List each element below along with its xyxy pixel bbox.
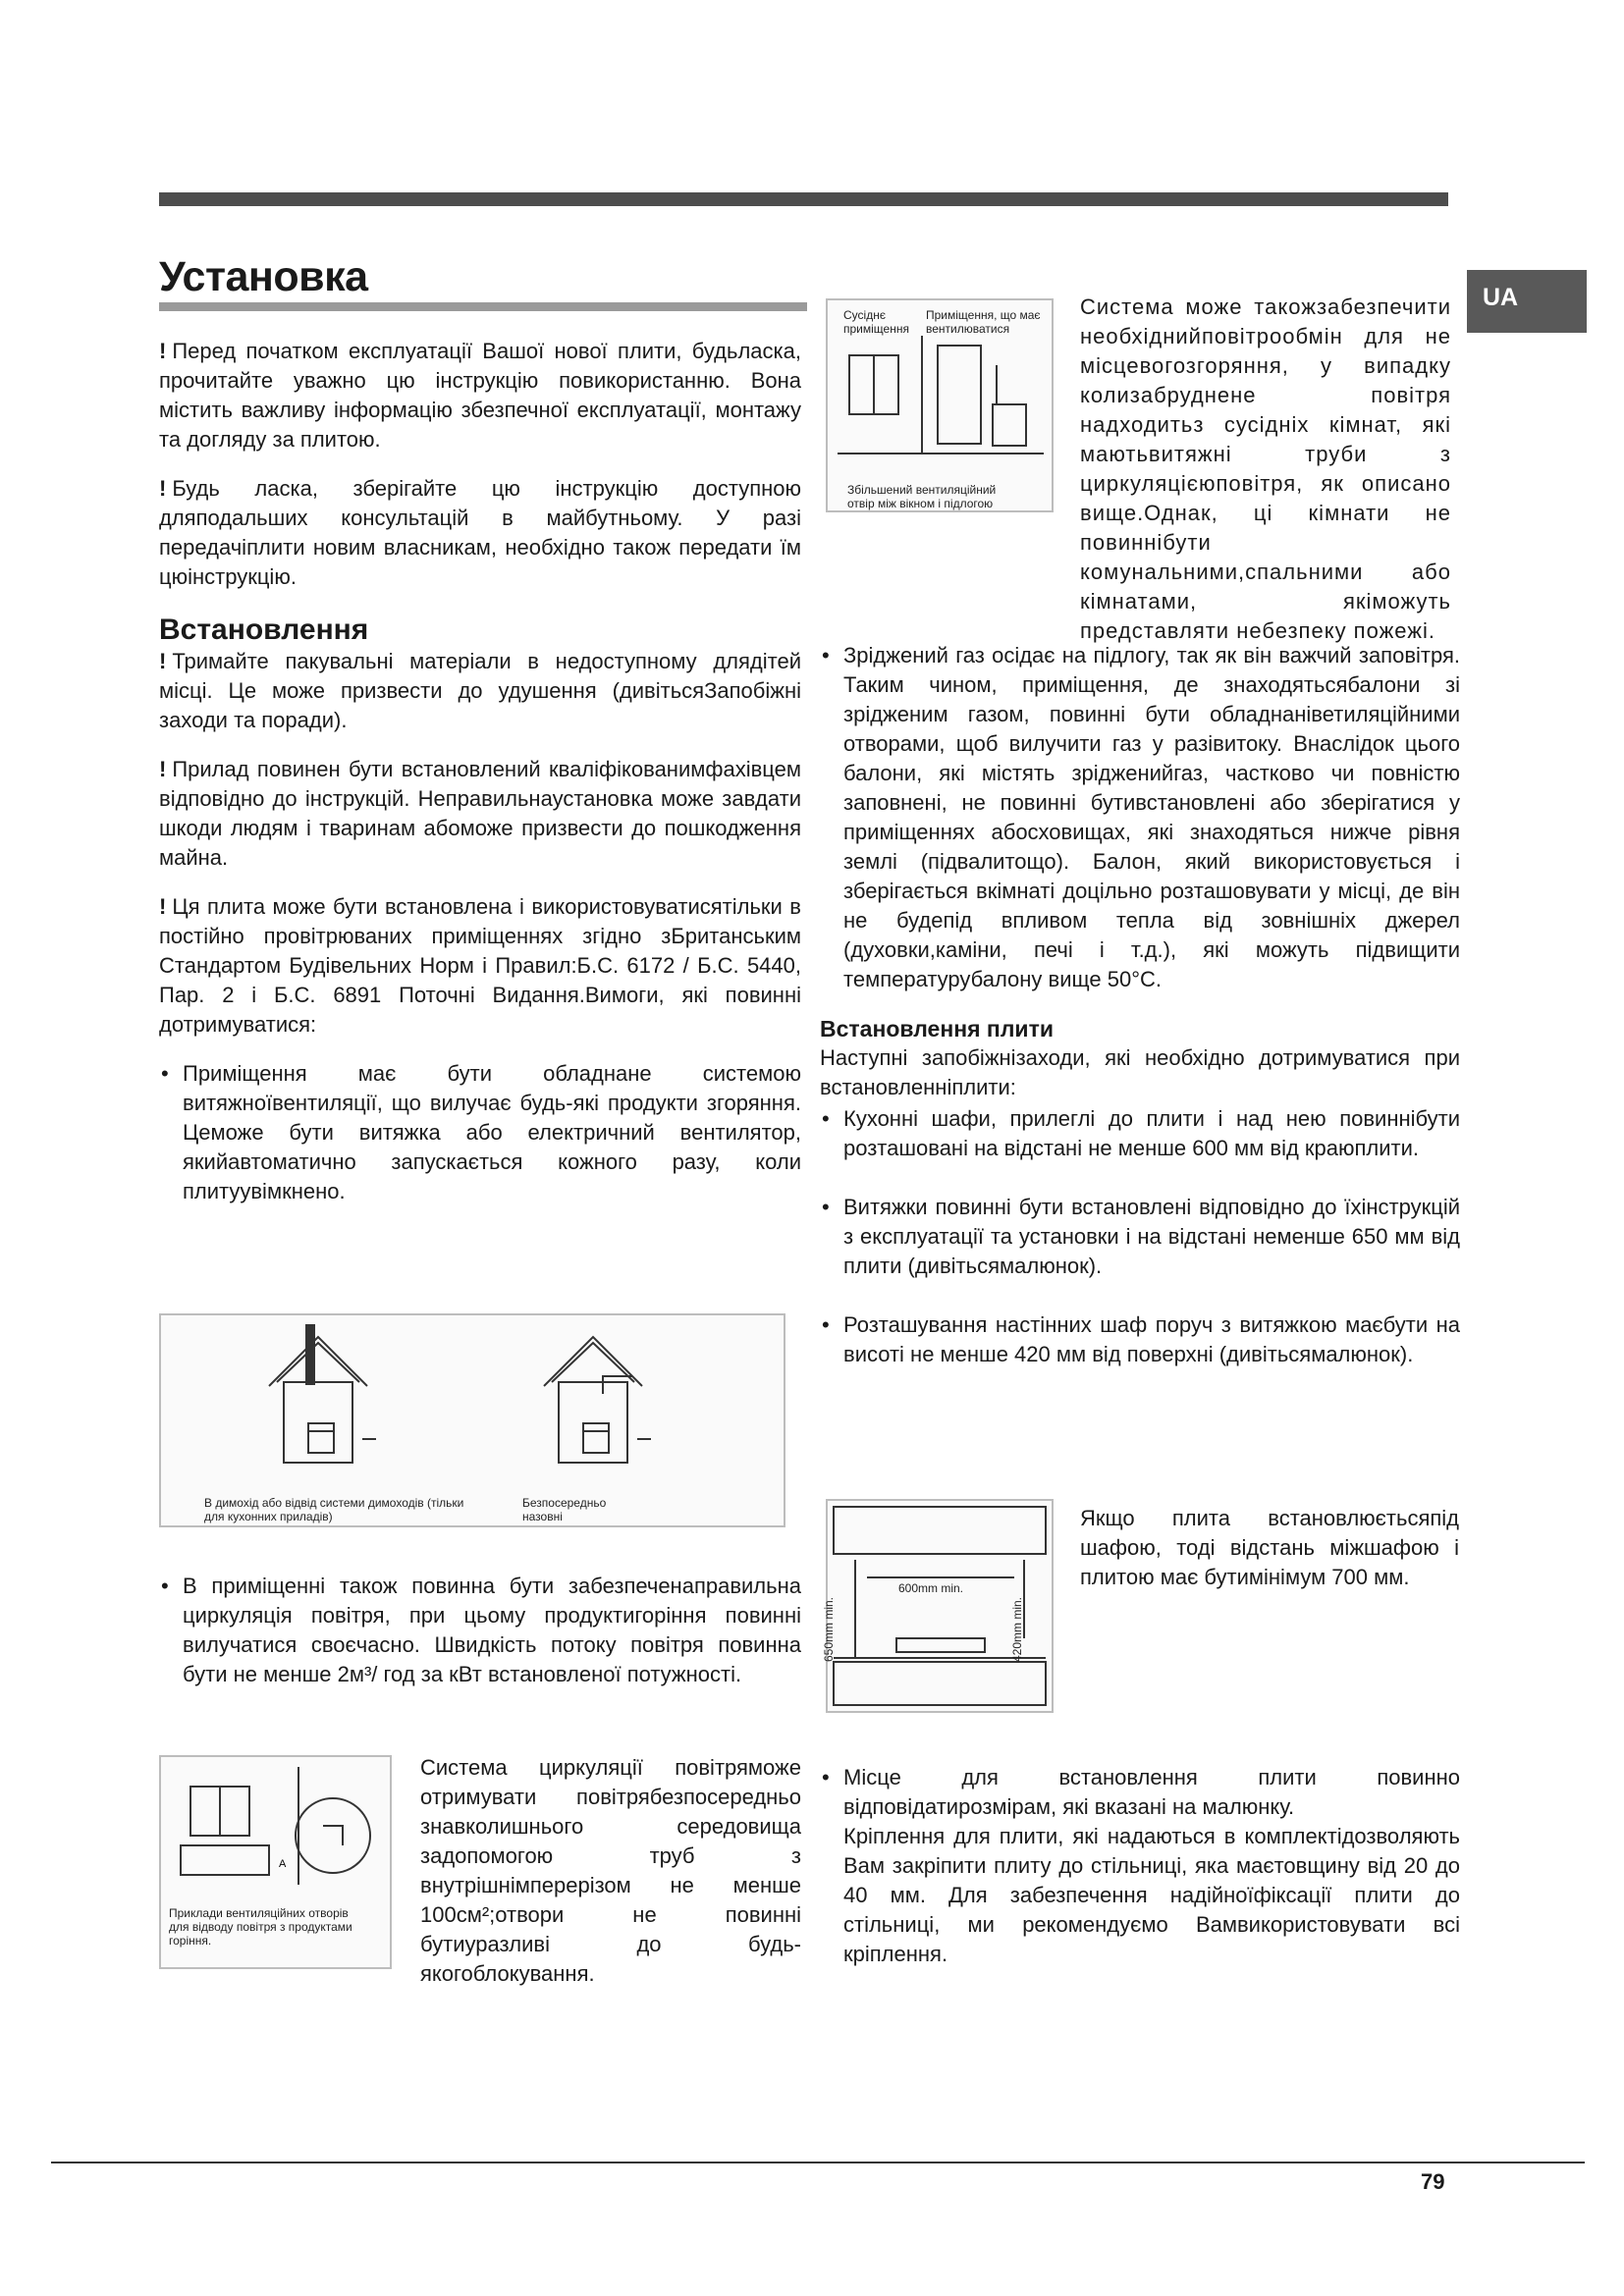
section-subheading: Встановлення плити [820,1016,1054,1041]
top-rule [159,192,1448,206]
page-title: Установка [159,253,368,300]
warning-qualified: ! Прилад повинен бути встановлений кваліфікованимфахівцем відповідно до інструкцій. Неправильнаустановка може завдати шкоди людям і тваринам абоможе призвести до пошкодження майна. [159,757,801,870]
system-text-top [1080,293,1451,646]
page-number: 79 [1421,2169,1445,2194]
warning-icon: ! [159,339,167,363]
circulation-system-text: Система циркуляції повітряможе отримувати повітрябезпосередньо знавколишнього середовища задопомогою труб з внутрішнімперерізом не менше 100см²;отвори не повинні бутиуразливі до будь-якогоблокування. [420,1755,801,1986]
left-column-text [159,337,801,1226]
mounting-text [820,1763,1460,1989]
dim-label-650: 650mm min. [822,1596,837,1663]
label-a: A [279,1858,287,1870]
vent-illustration [161,1757,390,1895]
title-underline [159,302,807,311]
warning-ventilation: ! Ця плита може бути встановлена і використовуватисятільки в постійно провітрюваних приміщеннях згідно зБританським Стандартом Будівельних Норм і Правил:Б.С. 6172 / Б.С. 5440, Пар. 2 і Б.С. 6891 Поточні Видання.Вимоги, які повинні дотримуватися: [159,894,801,1037]
warning-packaging: ! Тримайте пакувальні матеріали в недоступному длядітей місці. Це може призвести до удушення (дивітьсяЗапобіжні заходи та поради). [159,649,801,732]
vent-caption: Приклади вентиляційних отворів для відводу повітря з продуктами горіння. [169,1906,352,1948]
dim-label-420: 420mm min. [1010,1596,1025,1663]
warning-icon: ! [159,894,167,919]
list-item: • В приміщенні також повинна бути забезпеченаправильна циркуляція повітря, при цьому продуктигоріння повинні вилучатися своєчасно. Швидкість потоку повітря повинна бути не менше 2м³/ год за кВт встановленої потужності. [159,1572,801,1689]
houses-illustration [161,1315,784,1472]
rooms-figure [826,298,1054,512]
list-item: • Кухонні шафи, прилеглі до плити і над нею повиннібути розташовані на відстані не менше 600 мм від краюплити. [820,1104,1460,1163]
list-item: • Місце для встановлення плити повинно відповідатирозмірам, які вказані на малюнку. Кріплення для плити, які надаються в комплектідозволяють Вам закріпити плиту до стільниці, яка маєтовщину від 20 до 40 мм. Для забезпечення надійноїфіксації плити до стільниці, ми рекомендуємо Вамвикористовувати всі кріплення. [820,1763,1460,1969]
precautions-list [820,1104,1460,1369]
chimney-caption-left: В димохід або відвід системи димоходів (тільки для кухонних приладів) [204,1496,464,1523]
vent-figure [159,1755,392,1969]
rooms-caption: Збільшений вентиляційний отвір між вікном і підлогою [847,483,997,510]
lpg-list [820,641,1460,994]
rooms-illustration [828,336,1052,473]
precautions-intro: Наступні запобіжнізаходи, які необхідно дотримуватися при встановленніплити: [820,1045,1460,1099]
requirements-list-2 [159,1572,801,1689]
mounting-list [820,1763,1460,1969]
list-item: • Зріджений газ осідає на підлогу, так як він важчий заповітря. Таким чином, приміщення, де знаходятьсябалони зі зрідженим газом, повинні бути обладнаніветиляційними отворами, щоб вилучити газ у разівитоку. Внаслідок цього балони, які містять зрідженийгаз, частково чи повністю заповнені, не повинні бутивстановлені або зберігатися у приміщеннях абосховищах, які знаходяться нижче рівня землі (підвалитощо). Балон, який використовується і зберігається вкімнаті доцільно розташовувати у місці, де він не будепід впливом тепла від зовнішніх джерел (духовки,каміни, печі і т.д.), які можуть підвищити температурубалону вище 50°С. [820,641,1460,994]
intro-paragraph-2: ! Будь ласка, зберігайте цю інструкцію доступною дляподальших консультацій в майбутньому. У разі передачіплити новим власникам, необхідно також передати їм цюінструкцію. [159,476,801,589]
right-column-text [820,641,1460,1389]
list-item: • Розташування настінних шаф поруч з витяжкою маєбути на висоті не менше 420 мм від поверхні (дивітьсямалюнок). [820,1310,1460,1369]
chimney-caption-right: Безпосередньо назовні [522,1496,607,1523]
chimney-figure [159,1313,785,1527]
intro-paragraph-1: ! Перед початком експлуатації Вашої нової плити, будьласка, прочитайте уважно цю інструкцію повикористанню. Вона містить важливу інформацію збезпечної експлуатації, монтажу та догляду за плитою. [159,339,801,452]
requirements-list [159,1059,801,1206]
cabinet-figure [822,1499,1054,1713]
rooms-label-left: Сусіднє приміщення [843,308,909,336]
warning-icon: ! [159,649,167,673]
rooms-label-right: Приміщення, що має вентилюватися [926,308,1041,336]
cabinet-text: Якщо плита встановлюєтьсяпід шафою, тоді відстань міжшафою і плитою має бутимінімум 700 мм. [1080,1506,1459,1589]
language-tab: UA [1467,270,1587,333]
bottom-rule [51,2162,1585,2163]
system-text: Система може такожзабезпечити необхіднийповітрообмін для не місцевогозгоряння, у випадку колизабруднене повітря надходитьз сусідніх кімнат, які маютьвитяжні труби з циркуляцієюповітря, як описано вище.Однак, ці кімнати не повиннібути комунальними,спальними або кімнатами, якіможуть представляти небезпеку пожежі. [1080,294,1451,643]
warning-icon: ! [159,476,167,501]
warning-icon: ! [159,757,167,781]
dim-label-600: 600mm min. [898,1581,964,1595]
list-item: • Витяжки повинні бути встановлені відповідно до їхінструкцій з експлуатації та установки і на відстані неменше 650 мм від плити (дивітьсямалюнок). [820,1193,1460,1281]
air-circulation-text [159,1572,801,1709]
section-heading: Встановлення [159,614,369,646]
list-item: • Приміщення має бути обладнане системою витяжноївентиляції, що вилучає будь-які продукти згоряння. Цеможе бути витяжка або електричний вентилятор, якийавтоматично запускається кожного разу, коли плитуувімкнено. [159,1059,801,1206]
